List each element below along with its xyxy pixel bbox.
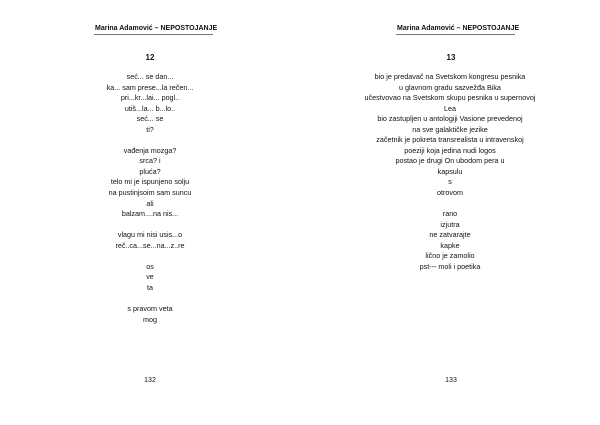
poem-line: izjutra bbox=[440, 219, 460, 229]
poem-line: otrovom bbox=[437, 188, 463, 198]
poem-line: ne zatvarajte bbox=[429, 230, 471, 240]
page-number-bottom: 132 bbox=[144, 377, 156, 384]
stanza-break bbox=[50, 293, 250, 304]
poem-line: rano bbox=[442, 209, 458, 219]
poem-line: začetnik je pokreta transrealista u intravenskoj bbox=[376, 135, 524, 145]
poem-line: seć... se bbox=[136, 114, 164, 124]
page-number-bottom: 133 bbox=[445, 377, 457, 384]
poem-line: ka... sam prese...la rečen... bbox=[106, 82, 194, 92]
poem-line: telo mi je ispunjeno solju bbox=[110, 177, 190, 187]
poem-text bbox=[50, 72, 250, 325]
stanza-break bbox=[50, 251, 250, 262]
header-rule bbox=[396, 34, 515, 35]
poem-line: poeziji koja jedina nudi logos bbox=[404, 145, 496, 155]
stanza-break bbox=[50, 220, 250, 231]
poem-line: srca? i bbox=[139, 156, 161, 166]
poem-line: u glavnom gradu sazvežđa Bika bbox=[399, 82, 501, 92]
running-head: Marina Adamović – NEPOSTOJANJE bbox=[397, 25, 520, 32]
header-rule bbox=[94, 34, 213, 35]
right-page bbox=[300, 0, 600, 425]
poem-line: Lea bbox=[444, 103, 456, 113]
poem-line: na sve galaktičke jezike bbox=[412, 124, 488, 134]
poem-line: ali bbox=[146, 198, 154, 208]
poem-line: pluća? bbox=[139, 166, 161, 176]
poem-line: mog bbox=[143, 314, 157, 324]
poem-line: ta bbox=[147, 282, 153, 292]
poem-line: vlagu mi nisi usis...o bbox=[117, 230, 183, 240]
poem-line: balzam....na nis... bbox=[121, 209, 179, 219]
stanza-break bbox=[350, 199, 550, 210]
poem-line: ti? bbox=[146, 124, 154, 134]
poem-line: kapke bbox=[440, 240, 460, 250]
poem-line: utiš...la... b...lo.. bbox=[124, 103, 176, 113]
running-head: Marina Adamović – NEPOSTOJANJE bbox=[95, 25, 218, 32]
poem-text bbox=[350, 72, 550, 272]
page-number-top: 12 bbox=[145, 53, 155, 62]
poem-line: postao je drugi On ubodom pera u bbox=[395, 156, 505, 166]
poem-line: lično je zamolio bbox=[425, 251, 475, 261]
poem-line: kapsulu bbox=[437, 166, 463, 176]
poem-line: pri...kr...lai... pogl.. bbox=[120, 93, 180, 103]
poem-line: s bbox=[448, 177, 452, 187]
poem-line: vađenja mozga? bbox=[123, 145, 177, 155]
poem-line: os bbox=[146, 261, 154, 271]
poem-line: učestvovao na Svetskom skupu pesnika u supernovoj bbox=[364, 93, 536, 103]
poem-line: s pravom veta bbox=[127, 304, 173, 314]
poem-line: reč..ca...se...na...z..re bbox=[115, 240, 185, 250]
poem-line: ve bbox=[146, 272, 154, 282]
page-number-top: 13 bbox=[446, 53, 456, 62]
stanza-break bbox=[50, 135, 250, 146]
poem-line: pst--- moli i poetika bbox=[419, 261, 481, 271]
poem-line: na pustinjsoim sam suncu bbox=[108, 188, 192, 198]
poem-line: seć... se dan... bbox=[126, 72, 174, 81]
poem-line: bio zastupljen u antologiji Vasione prevedenoj bbox=[377, 114, 523, 124]
poem-line: bio je predavač na Svetskom kongresu pesnika bbox=[374, 72, 526, 81]
